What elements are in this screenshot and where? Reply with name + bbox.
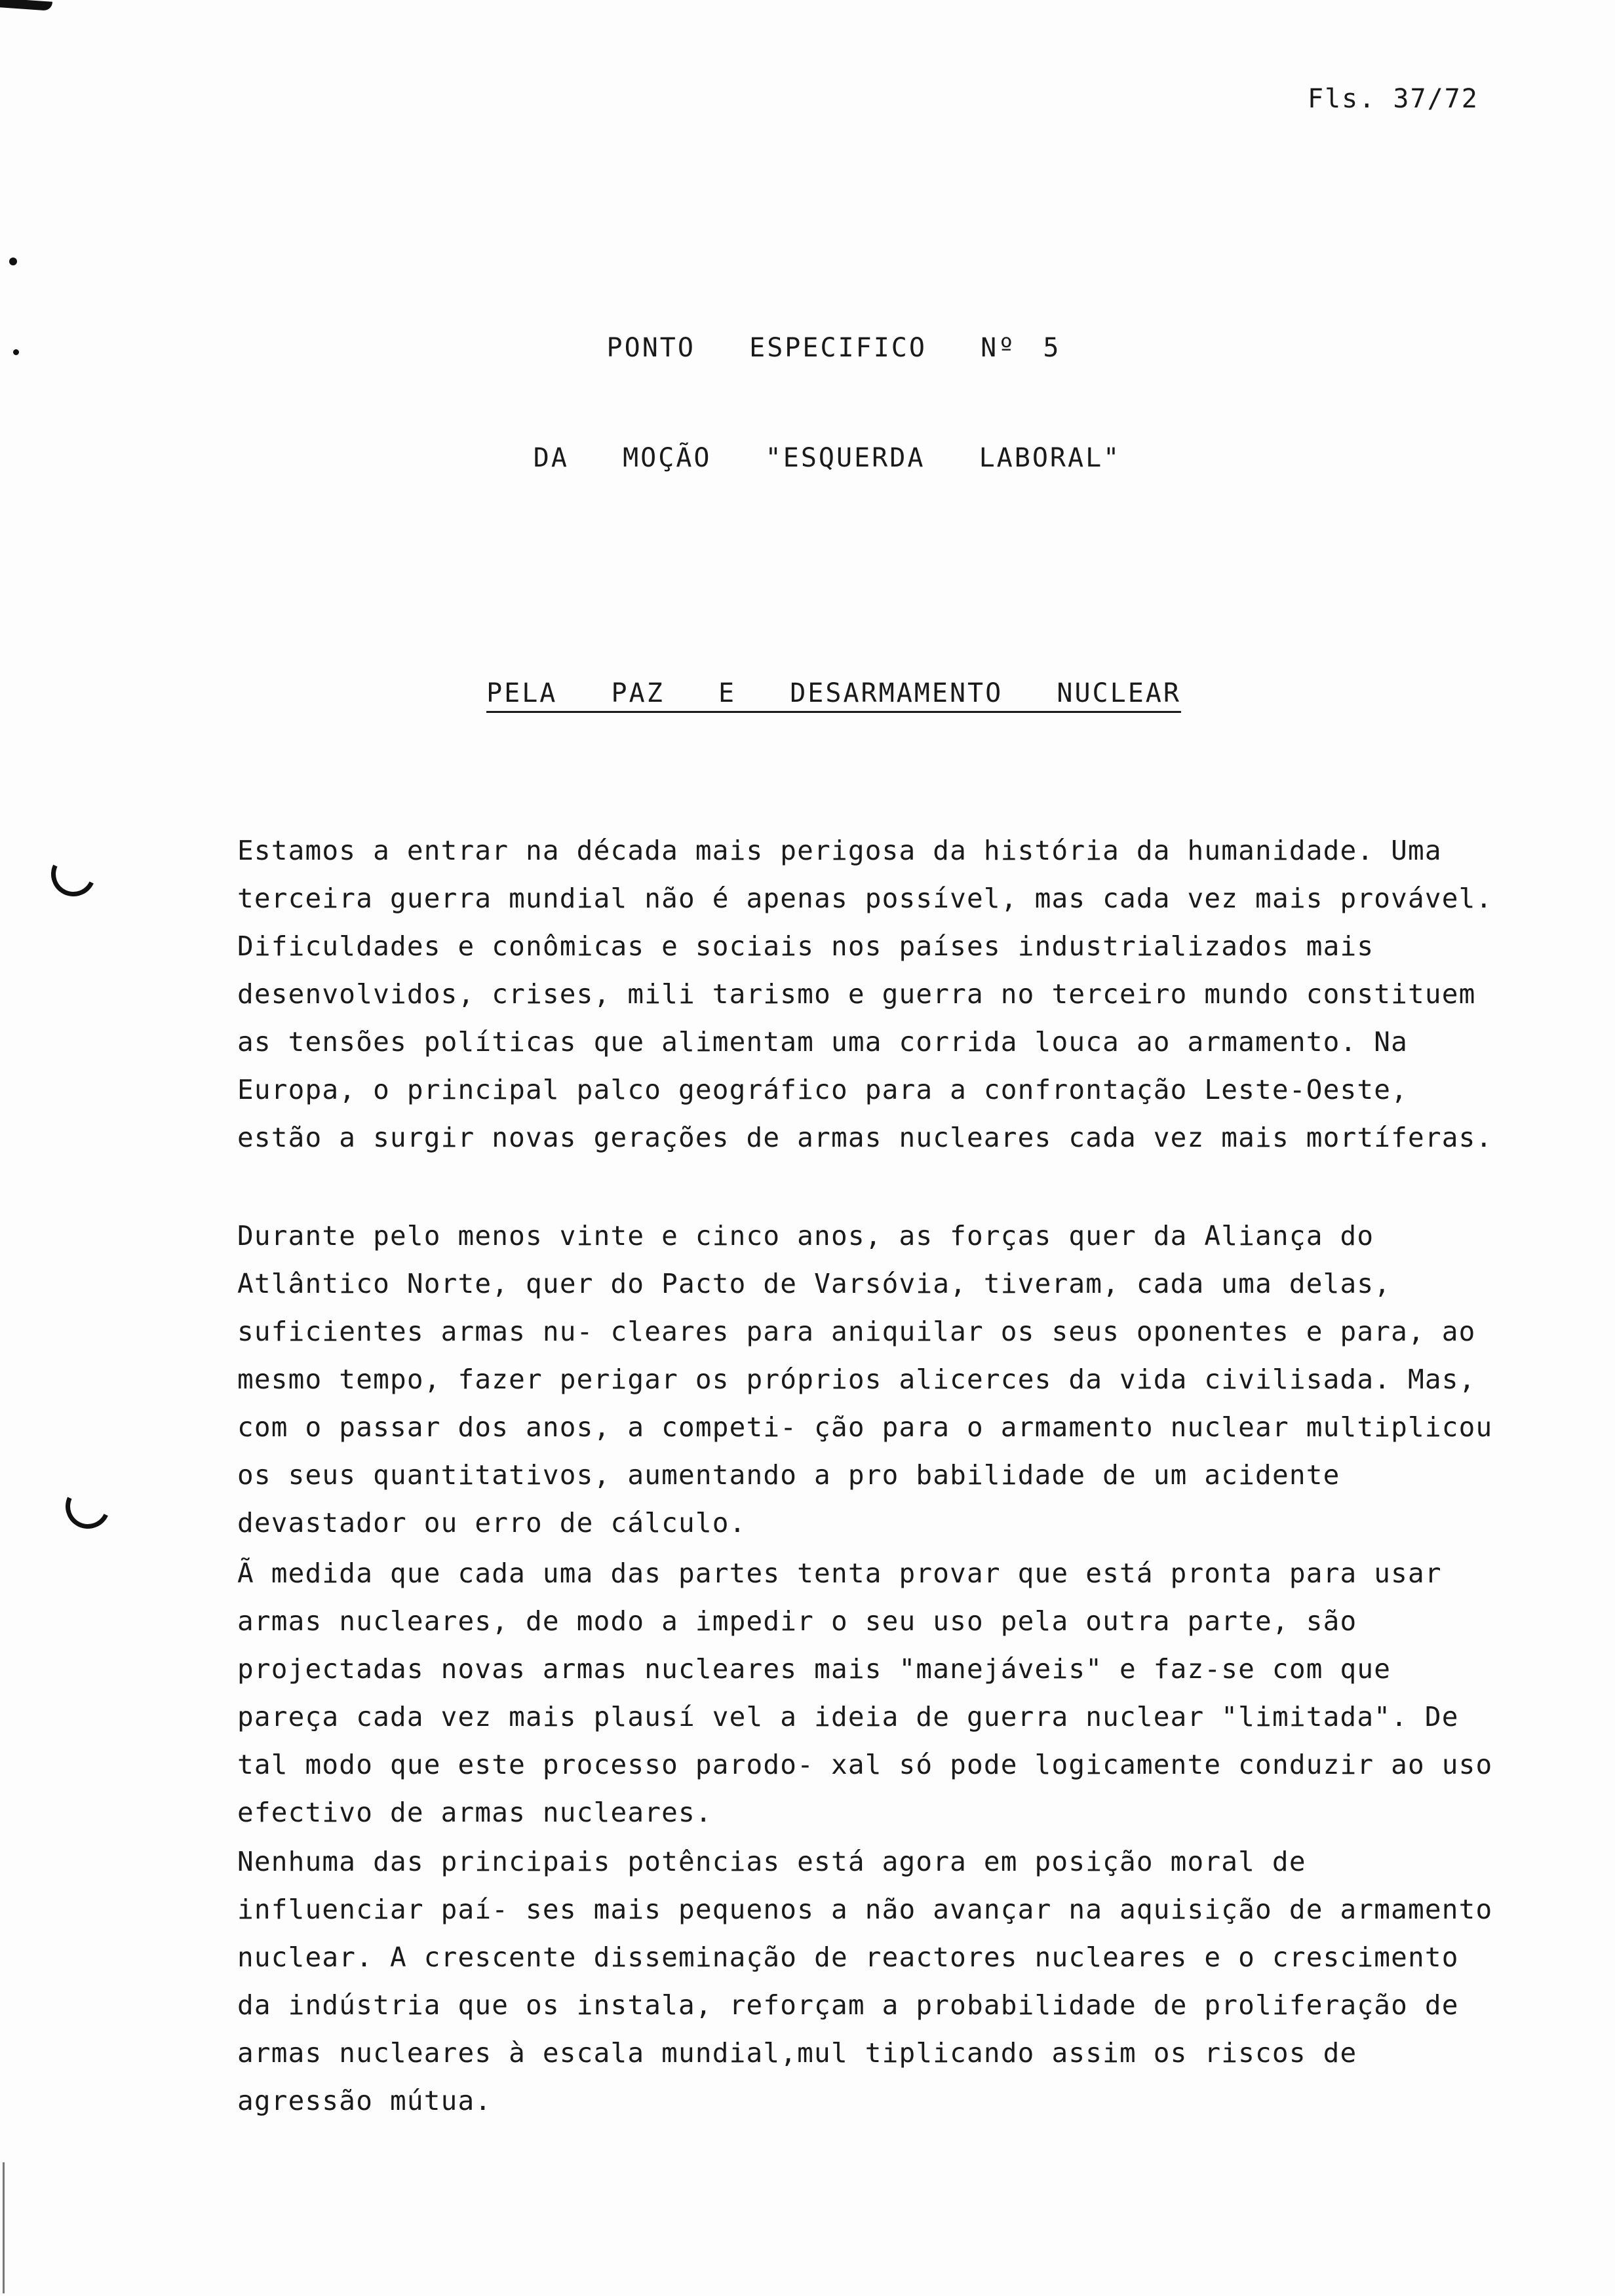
paragraph-line: xal só pode logicamente conduzir ao uso efectivo de armas nucleares. [237,1749,1493,1828]
paragraph-line: Nenhuma das principais potências está agora em posição moral de influenciar paí- [237,1846,1306,1925]
paragraph-line: disseminação de reactores nucleares e o crescimento da indústria que os instala, [237,1942,1459,2021]
paragraph-line: armas nucleares mais "manejáveis" e faz-se com que pareça cada vez mais plausí [237,1653,1391,1732]
paragraph-line: tiplicando assim os riscos de agressão mútua. [237,2037,1357,2116]
scan-corner-mark [0,0,52,11]
paragraph-line: ção para o armamento nuclear multiplicou os seus quantitativos, aumentando a pro [237,1411,1493,1491]
paragraph-line: nucleares, de modo a impedir o seu uso pela outra parte, são projectadas novas [237,1605,1357,1685]
scan-dot [9,258,17,265]
paragraph-3 [237,1550,1509,1837]
paragraph-line: tarismo e guerra no terceiro mundo constituem as tensões políticas que alimentam [237,978,1476,1058]
paragraph-4 [237,1838,1509,2125]
punch-hole-mark [59,1478,116,1535]
paragraph-line: os próprios alicerces da vida civilisada. Mas, com o passar dos anos, a competi- [237,1364,1476,1443]
paragraph-line: Ã medida que cada uma das partes tenta provar que está pronta para usar armas [237,1558,1442,1637]
paragraph-line: guerra mundial não é apenas possível, mas cada vez mais provável. Dificuldades e [237,883,1493,962]
paragraph-line: vez mais mortíferas. [1153,1122,1493,1153]
document-title [26,678,1615,708]
paragraph-line: cleares para aniquilar os seus oponentes e para, ao mesmo tempo, fazer perigar [237,1316,1476,1395]
paragraph-line: Norte, quer do Pacto de Varsóvia, tiveram, cada uma delas, suficientes armas nu- [237,1268,1391,1347]
paragraph-2 [237,1212,1509,1547]
scan-edge-line [3,2162,5,2293]
heading-ponto-especifico: PONTO ESPECIFICO Nº 5 [606,333,1061,363]
punch-hole-mark [45,845,102,902]
page-folio: Fls. 37/72 [1308,84,1479,114]
heading-mocao: DA MOÇÃO "ESQUERDA LABORAL" [533,443,1121,473]
paragraph-line: vel a ideia de guerra nuclear "limitada". De tal modo que este processo parodo- [237,1701,1459,1780]
paragraph-line: Estamos a entrar na década mais perigosa da história da humanidade. Uma terceira [237,835,1442,914]
paragraph-line: confrontação Leste-Oeste, estão a surgir novas gerações de armas nucleares cada [237,1074,1409,1153]
paragraph-1 [237,827,1509,1162]
paragraph-line: babilidade de um acidente devastador ou erro de cálculo. [237,1459,1340,1539]
paragraph-line: Durante pelo menos vinte e cinco anos, as forças quer da Aliança do Atlântico [237,1220,1374,1299]
scan-dot [13,349,19,355]
document-title-text: PELA PAZ E DESARMAMENTO NUCLEAR [486,678,1181,708]
paragraph-line: uma corrida louca ao armamento. Na Europa, o principal palco geográfico para a [237,1026,1409,1105]
paragraph-line: ses mais pequenos a não avançar na aquisição de armamento nuclear. A crescente [237,1894,1493,1973]
paragraph-line: reforçam a probabilidade de proliferação de armas nucleares à escala mundial,mul [237,1989,1459,2069]
paragraph-line: conômicas e sociais nos países industrializados mais desenvolvidos, crises, mili [237,930,1374,1010]
